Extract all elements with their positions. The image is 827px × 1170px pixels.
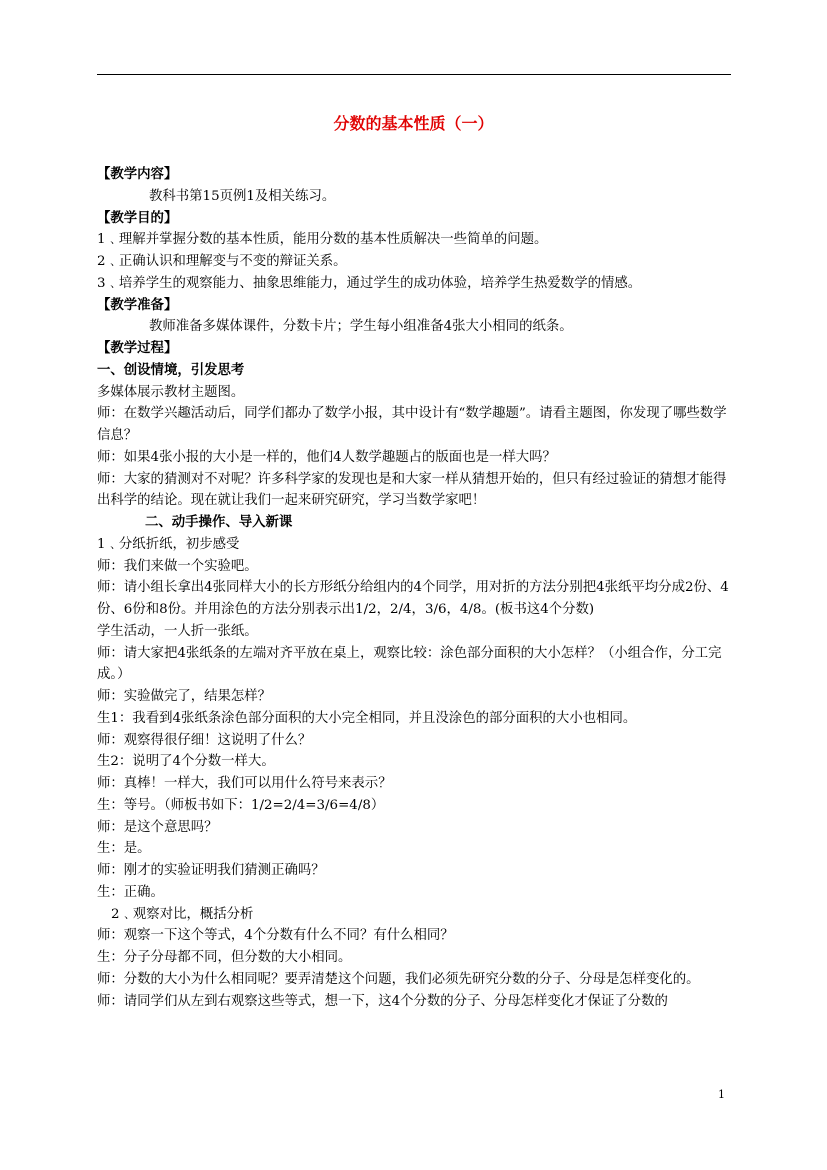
paragraph: 师：在数学兴趣活动后，同学们都办了数学小报，其中设计有“数学趣题”。请看主题图，你发现了哪些数学信息？ xyxy=(97,406,727,443)
document-body xyxy=(97,164,731,1012)
page-title: 分数的基本性质（一） xyxy=(333,114,494,133)
section-heading: 【教学准备】 xyxy=(97,297,178,313)
paragraph: 生：分子分母都不同，但分数的大小相同。 xyxy=(97,950,352,965)
paragraph: 生：是。 xyxy=(97,841,151,857)
paragraph: 3﹑培养学生的观察能力、抽象思维能力，通过学生的成功体验，培养学生热爱数学的情感。 xyxy=(97,275,642,291)
paragraph: 教科书第15页例1及相关练习。 xyxy=(149,188,336,204)
paragraph: 1﹑理解并掌握分数的基本性质，能用分数的基本性质解决一些简单的问题。 xyxy=(97,232,548,248)
paragraph: 生：等号。（师板书如下：1/2=2/4=3/6=4/8） xyxy=(97,797,385,813)
paragraph: 1﹑分纸折纸，初步感受 xyxy=(97,536,240,552)
paragraph: 师：观察一下这个等式，4个分数有什么不同？有什么相同？ xyxy=(97,928,454,944)
paragraph: 师：请同学们从左到右观察这些等式，想一下，这4个分数的分子、分母怎样变化才保证了分数的 xyxy=(97,993,668,1009)
paragraph: 师：请大家把4张纸条的左端对齐平放在桌上，观察比较：涂色部分面积的大小怎样？（小组合作，分工完成。） xyxy=(97,645,722,683)
paragraph: 生1：我看到4张纸条涂色部分面积的大小完全相同，并且没涂色的部分面积的大小也相同。 xyxy=(97,710,637,726)
paragraph: 师：请小组长拿出4张同样大小的长方形纸分给组内的4个同学，用对折的方法分别把4张纸平均分成2份、4份、6份和8份。并用涂色的方法分别表示出1/2，2/4，3/6，4/8。(板书这4个分数) xyxy=(97,580,729,617)
section-heading: 【教学过程】 xyxy=(97,341,178,356)
paragraph: 师：观察得很仔细！这说明了什么？ xyxy=(97,732,312,748)
paragraph: 师：如果4张小报的大小是一样的，他们4人数学趣题占的版面也是一样大吗？ xyxy=(97,449,556,465)
paragraph: 生2：说明了4个分数一样大。 xyxy=(97,754,275,770)
section-heading: 二、动手操作、导入新课 xyxy=(145,515,293,530)
paragraph: 师：实验做完了，结果怎样？ xyxy=(97,689,272,704)
paragraph: 2﹑观察对比，概括分析 xyxy=(111,906,254,922)
paragraph: 师：我们来做一个实验吧。 xyxy=(97,558,258,574)
paragraph: 师：大家的猜测对不对呢？许多科学家的发现也是和大家一样从猜想开始的，但只有经过验证的猜想才能得出科学的结论。现在就让我们一起来研究研究，学习当数学家吧！ xyxy=(97,471,727,509)
paragraph: 2﹑正确认识和理解变与不变的辩证关系。 xyxy=(97,254,347,269)
paragraph: 师：是这个意思吗？ xyxy=(97,819,218,835)
page-number: 1 xyxy=(718,1088,725,1101)
paragraph: 教师准备多媒体课件，分数卡片；学生每小组准备4张大小相同的纸条。 xyxy=(149,319,573,335)
paragraph: 师：刚才的实验证明我们猜测正确吗？ xyxy=(97,863,325,878)
section-heading: 【教学内容】 xyxy=(97,167,178,182)
section-heading: 【教学目的】 xyxy=(97,210,178,226)
paragraph: 师：真棒！一样大，我们可以用什么符号来表示？ xyxy=(97,776,392,791)
section-heading: 一、创设情境，引发思考 xyxy=(97,362,245,378)
paragraph: 多媒体展示教材主题图。 xyxy=(97,384,245,400)
paragraph: 师：分数的大小为什么相同呢？要弄清楚这个问题，我们必须先研究分数的分子、分母是怎样变化的。 xyxy=(97,971,700,987)
paragraph: 学生活动，一人折一张纸。 xyxy=(97,623,258,639)
header-rule xyxy=(97,74,731,75)
paragraph: 生：正确。 xyxy=(97,884,164,900)
